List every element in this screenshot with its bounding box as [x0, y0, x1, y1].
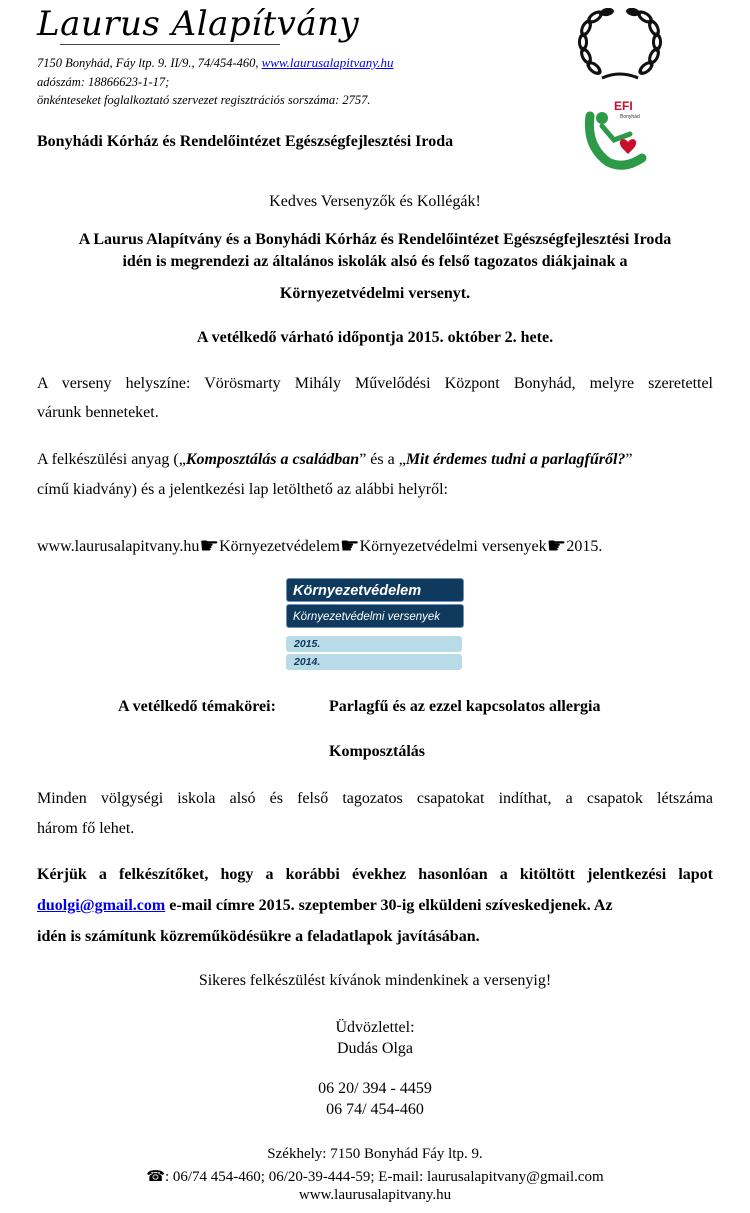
- topic-composting: Komposztálás: [329, 743, 425, 760]
- request-text: e-mail címre 2015. szeptember 30-ig elküldeni szíveskedjenek. Az: [165, 897, 613, 914]
- efi-logo-text: EFI: [614, 99, 633, 113]
- menu-item-environment: Környezetvédelem: [286, 578, 464, 602]
- path-competitions: Környezetvédelmi versenyek: [359, 538, 547, 555]
- phone-mobile: 06 20/ 394 - 4459: [318, 1080, 432, 1097]
- footer-contact-text: : 06/74 454-460; 06/20-39-444-59; E-mail: laurusalapitvany@gmail.com: [164, 1169, 604, 1185]
- competition-name: Környezetvédelmi versenyt.: [279, 285, 471, 302]
- address-line: [37, 55, 394, 71]
- foundation-logo-text: Laurus Alapítvány: [37, 4, 360, 44]
- laurel-wreath-logo: [572, 8, 668, 84]
- footer-contact: [0, 1167, 750, 1186]
- salutation: Kedves Versenyzők és Kollégák!: [269, 193, 481, 210]
- publication-title-1: Komposztálás a családban: [185, 451, 360, 468]
- materials-text: A felkészülési anyag („: [37, 451, 186, 468]
- competition-date: A vetélkedő várható időpontja 2015. október 2. hete.: [196, 329, 554, 346]
- materials-text: ” és a „: [359, 451, 406, 468]
- registry-number: önkénteseket foglalkoztató szervezet regisztrációs sorszáma: 2757.: [37, 93, 371, 107]
- phone-icon: ☎: [146, 1169, 165, 1185]
- signer-name: Dudás Olga: [337, 1040, 413, 1057]
- intro-line-2: idén is megrendezi az általános iskolák alsó és felső tagozatos diákjainak a: [122, 253, 628, 270]
- wishes: Sikeres felkészülést kívánok mindenkinek a versenyig!: [198, 972, 552, 989]
- office-name: Bonyhádi Kórház és Rendelőintézet Egészségfejlesztési Iroda: [37, 133, 454, 150]
- footer-seat: Székhely: 7150 Bonyhád Fáy ltp. 9.: [267, 1146, 483, 1162]
- request-line-1: Kérjük a felkészítőket, hogy a korábbi évekhez hasonlóan a kitöltött jelentkezési lapot: [37, 866, 713, 883]
- topic-ragweed: Parlagfű és az ezzel kapcsolatos allergia: [329, 698, 601, 715]
- pointing-hand-icon: ☛: [339, 533, 360, 558]
- pointing-hand-icon: ☛: [199, 533, 220, 558]
- efi-logo: [584, 96, 656, 172]
- publication-title-2: Mit érdemes tudni a parlagfűről?: [405, 451, 626, 468]
- website-link[interactable]: www.laurusalapitvany.hu: [261, 55, 394, 70]
- greeting: Üdvözlettel:: [335, 1019, 415, 1036]
- efi-logo-subtext: Bonyhád: [620, 114, 640, 120]
- download-path: [37, 533, 602, 559]
- phone-landline: 06 74/ 454-460: [326, 1101, 424, 1118]
- teams-line-1: Minden völgységi iskola alsó és felső tagozatos csapatokat indíthat, a csapatok létszáma: [37, 790, 713, 807]
- teams-line-2: három fő lehet.: [37, 820, 135, 837]
- menu-item-competitions: Környezetvédelmi versenyek: [286, 604, 464, 628]
- email-link[interactable]: duolgi@gmail.com: [37, 897, 166, 914]
- tax-number: adószám: 18866623-1-17;: [37, 75, 170, 89]
- intro-line-1: A Laurus Alapítvány és a Bonyhádi Kórház és Rendelőintézet Egészségfejlesztési Iroda: [78, 231, 672, 248]
- venue-line-1: A verseny helyszíne: Vörösmarty Mihály Művelődési Központ Bonyhád, melyre szeretettel: [37, 375, 713, 392]
- venue-line-2: várunk benneteket.: [37, 404, 159, 421]
- path-environment: Környezetvédelem: [219, 538, 340, 555]
- menu-item-2015: 2015.: [286, 636, 462, 652]
- materials-line-1: [37, 451, 633, 469]
- materials-line-2: című kiadvány) és a jelentkezési lap letölthető az alábbi helyről:: [37, 481, 448, 498]
- request-line-3: idén is számítunk közreműködésükre a feladatlapok javításában.: [37, 928, 480, 945]
- path-year: 2015.: [566, 538, 603, 555]
- menu-item-2014: 2014.: [286, 654, 462, 670]
- request-line-2: [37, 897, 713, 915]
- pointing-hand-icon: ☛: [546, 533, 567, 558]
- footer-website: www.laurusalapitvany.hu: [298, 1187, 452, 1203]
- topics-label: A vetélkedő témakörei:: [118, 698, 276, 715]
- materials-text: ”: [625, 451, 633, 468]
- address-text: 7150 Bonyhád, Fáy ltp. 9. II/9., 74/454-460,: [37, 56, 262, 70]
- logo-underline: [60, 44, 280, 45]
- path-website: www.laurusalapitvany.hu: [37, 538, 200, 555]
